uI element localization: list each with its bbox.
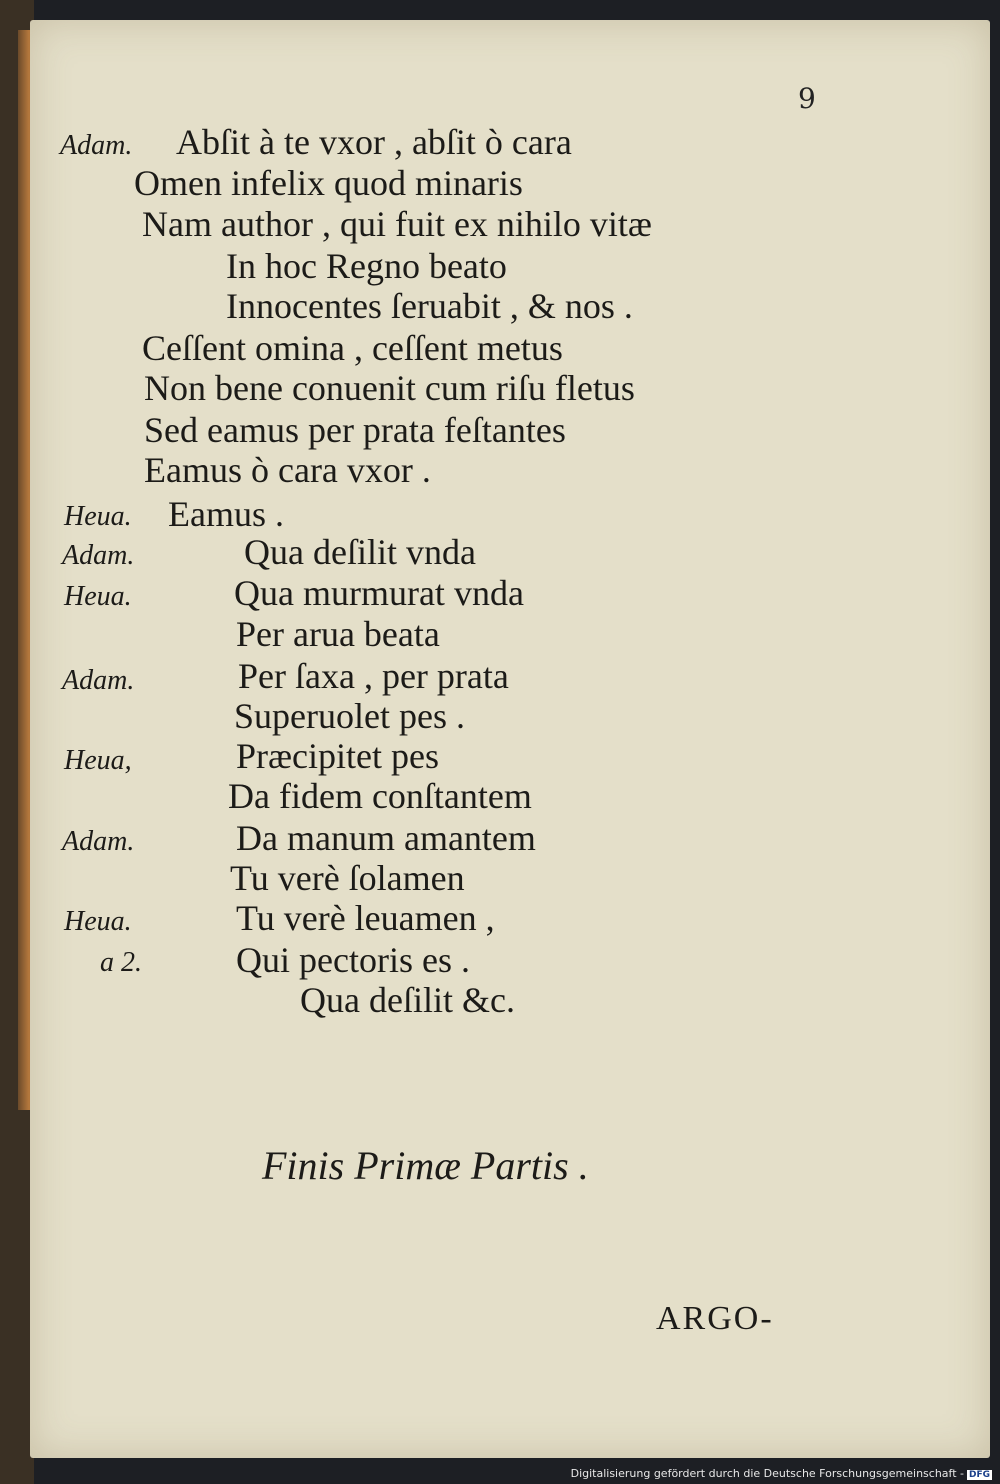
text-line: Da manum amantem bbox=[236, 818, 536, 858]
text-line: Ceſſent omina , ceſſent metus bbox=[142, 328, 563, 368]
text-line: Non bene conuenit cum riſu fletus bbox=[144, 368, 635, 408]
credit-text: Digitalisierung gefördert durch die Deutsche Forschungsgemeinschaft - bbox=[570, 1467, 964, 1480]
text-line: Qui pectoris es . bbox=[236, 940, 470, 980]
speaker-label: Adam. bbox=[60, 130, 133, 161]
speaker-label: Adam. bbox=[62, 665, 135, 696]
text-line: Qua murmurat vnda bbox=[234, 573, 524, 613]
speaker-label: Heua, bbox=[64, 745, 132, 776]
text-line: In hoc Regno beato bbox=[226, 246, 507, 286]
speaker-label: Adam. bbox=[62, 826, 135, 857]
catchword: ARGO- bbox=[656, 1300, 774, 1337]
text-line: Per ſaxa , per prata bbox=[238, 656, 509, 696]
dfg-logo: DFG bbox=[968, 1470, 990, 1480]
text-line: Omen infelix quod minaris bbox=[134, 163, 523, 203]
page-number: 9 bbox=[798, 82, 816, 115]
text-line: Tu verè ſolamen bbox=[230, 858, 465, 898]
speaker-label: Heua. bbox=[64, 581, 132, 612]
text-line: Nam author , qui fuit ex nihilo vitæ bbox=[142, 204, 652, 244]
text-line: Qua deſilit &c. bbox=[300, 980, 515, 1020]
speaker-label: a 2. bbox=[100, 947, 142, 978]
text-line: Qua deſilit vnda bbox=[244, 532, 476, 572]
text-line: Innocentes ſeruabit , & nos . bbox=[226, 286, 633, 326]
text-line: Eamus ò cara vxor . bbox=[144, 450, 431, 490]
text-line: Præcipitet pes bbox=[236, 736, 439, 776]
text-line: Da fidem conſtantem bbox=[228, 776, 532, 816]
section-end-title: Finis Primæ Partis . bbox=[262, 1143, 589, 1188]
digitization-credit bbox=[571, 1467, 992, 1480]
text-line: Tu verè leuamen , bbox=[236, 898, 495, 938]
text-line: Sed eamus per prata feſtantes bbox=[144, 410, 566, 450]
text-line: Abſit à te vxor , abſit ò cara bbox=[176, 122, 572, 162]
speaker-label: Heua. bbox=[64, 501, 132, 532]
text-line: Per arua beata bbox=[236, 614, 440, 654]
text-line: Superuolet pes . bbox=[234, 696, 465, 736]
text-line: Eamus . bbox=[168, 494, 284, 534]
book-page bbox=[30, 20, 990, 1458]
speaker-label: Heua. bbox=[64, 906, 132, 937]
speaker-label: Adam. bbox=[62, 540, 135, 571]
